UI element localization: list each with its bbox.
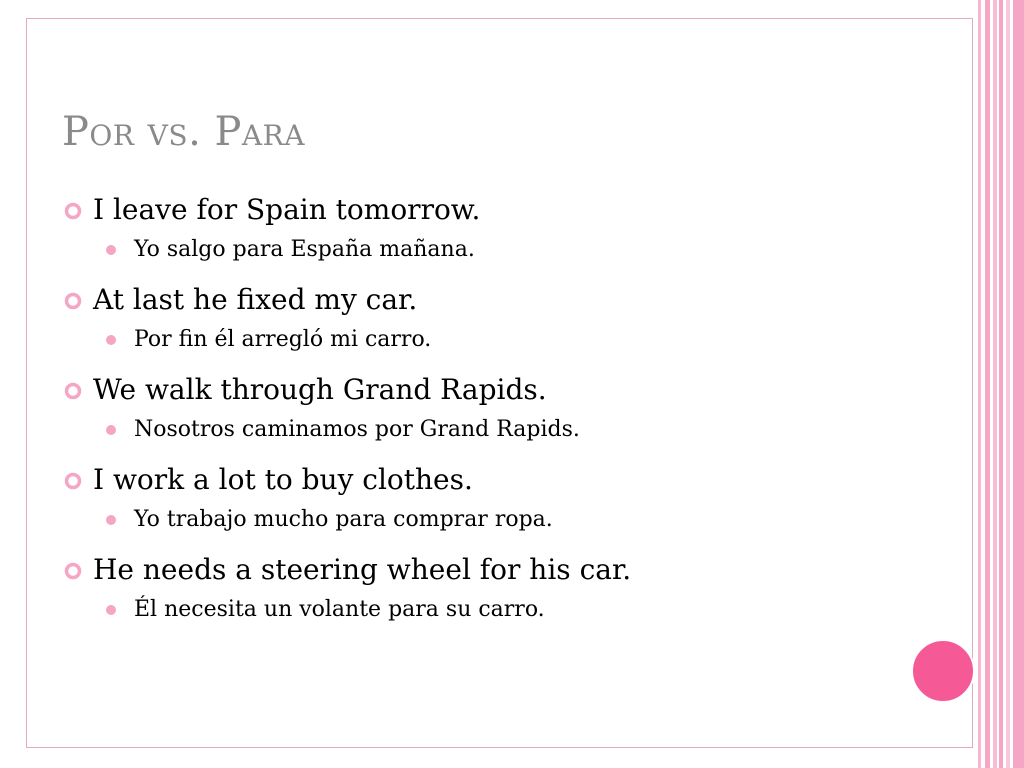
edge-stripe <box>978 0 981 768</box>
ring-bullet-icon <box>64 292 82 310</box>
edge-stripe <box>985 0 990 768</box>
dot-bullet-icon <box>106 515 116 525</box>
list-item-text: We walk through Grand Rapids. <box>93 373 547 406</box>
sub-item <box>64 235 944 265</box>
edge-stripe <box>1013 0 1024 768</box>
decorative-circle <box>911 639 975 703</box>
sub-item <box>64 415 944 445</box>
edge-stripe <box>999 0 1003 768</box>
sub-item-text: Yo salgo para España mañana. <box>134 237 475 262</box>
list-item <box>64 460 944 500</box>
sub-item-text: Él necesita un volante para su carro. <box>134 597 545 622</box>
list-item-text: He needs a steering wheel for his car. <box>93 553 632 586</box>
edge-stripe <box>993 0 997 768</box>
dot-bullet-icon <box>106 425 116 435</box>
ring-bullet-icon <box>64 202 82 220</box>
list-item <box>64 370 944 410</box>
list-item <box>64 190 944 230</box>
list-item-text: I work a lot to buy clothes. <box>93 463 473 496</box>
sub-item-text: Yo trabajo mucho para comprar ropa. <box>134 507 553 532</box>
slide-title: Por vs. Para <box>62 109 305 155</box>
sub-item-text: Por fin él arregló mi carro. <box>134 327 432 352</box>
list-item <box>64 550 944 590</box>
dot-bullet-icon <box>106 605 116 615</box>
list-item-text: I leave for Spain tomorrow. <box>93 193 481 226</box>
list-item <box>64 280 944 320</box>
dot-bullet-icon <box>106 335 116 345</box>
ring-bullet-icon <box>64 472 82 490</box>
bullet-list <box>64 190 944 640</box>
list-item-text: At last he fixed my car. <box>93 283 418 316</box>
ring-bullet-icon <box>64 562 82 580</box>
dot-bullet-icon <box>106 245 116 255</box>
sub-item <box>64 505 944 535</box>
sub-item-text: Nosotros caminamos por Grand Rapids. <box>134 417 580 442</box>
ring-bullet-icon <box>64 382 82 400</box>
sub-item <box>64 325 944 355</box>
sub-item <box>64 595 944 625</box>
edge-stripe <box>1006 0 1010 768</box>
